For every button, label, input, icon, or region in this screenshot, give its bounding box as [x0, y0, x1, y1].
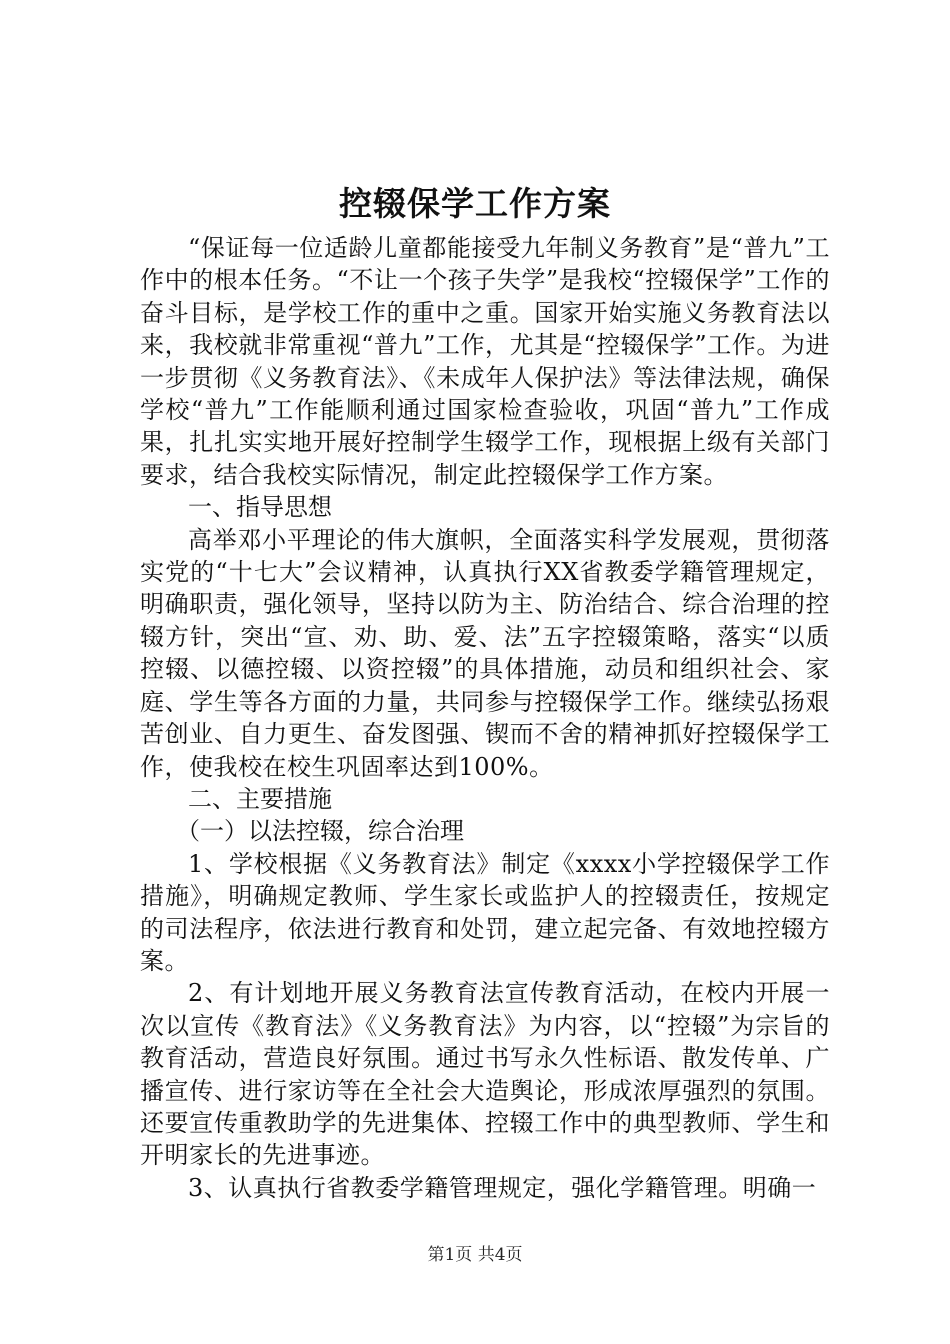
measure-item-3: 3、认真执行省教委学籍管理规定，强化学籍管理。明确一	[188, 1173, 817, 1202]
guiding-thought-paragraph: 高举邓小平理论的伟大旗帜，全面落实科学发展观，贯彻落实党的“十七大”会议精神，认真执行XX省教委学籍管理规定，明确职责，强化领导，坚持以防为主、防治结合、综合治理的控辍方针，突出“宣、劝、助、爱、法”五字控辍策略，落实“以质控辍、以德控辍、以资控辍”的具体措施，动员和组织社会、家庭、学生等各方面的力量，共同参与控辍保学工作。继续弘扬艰苦创业、自力更生、奋发图强、锲而不舍的精神抓好控辍保学工作，使我校在校生巩固率达到100%。	[140, 525, 830, 781]
document-body	[140, 232, 830, 1204]
measure-item-2: 2、有计划地开展义务教育法宣传教育活动，在校内开展一次以宣传《教育法》《义务教育法》为内容，以“控辍”为宗旨的教育活动，营造良好氛围。通过书写永久性标语、散发传单、广播宣传、进行家访等在全社会大造舆论，形成浓厚强烈的氛围。还要宣传重教助学的先进集体、控辍工作中的典型教师、学生和开明家长的先进事迹。	[140, 979, 830, 1170]
section-heading-main-measures: 二、主要措施	[188, 784, 332, 813]
page-indicator: 第1页 共4页	[427, 1245, 523, 1265]
intro-paragraph: “保证每一位适龄儿童都能接受九年制义务教育”是“普九”工作中的根本任务。“不让一个孩子失学”是我校“控辍保学”工作的奋斗目标，是学校工作的重中之重。国家开始实施义务教育法以来，我校就非常重视“普九”工作，尤其是“控辍保学”工作。为进一步贯彻《义务教育法》、《未成年人保护法》等法律法规，确保学校“普九”工作能顺利通过国家检查验收，巩固“普九”工作成果，扎扎实实地开展好控制学生辍学工作，现根据上级有关部门要求，结合我校实际情况，制定此控辍保学工作方案。	[140, 234, 830, 489]
section-heading-guiding-thought: 一、指导思想	[188, 493, 332, 522]
measure-item-1: 1、学校根据《义务教育法》制定《xxxx小学控辍保学工作措施》，明确规定教师、学生家长或监护人的控辍责任，按规定的司法程序，依法进行教育和处罚，建立起完备、有效地控辍方案。	[140, 849, 830, 975]
subsection-heading-law: （一）以法控辍，综合治理	[176, 817, 464, 846]
document-title: 控辍保学工作方案	[339, 184, 611, 223]
